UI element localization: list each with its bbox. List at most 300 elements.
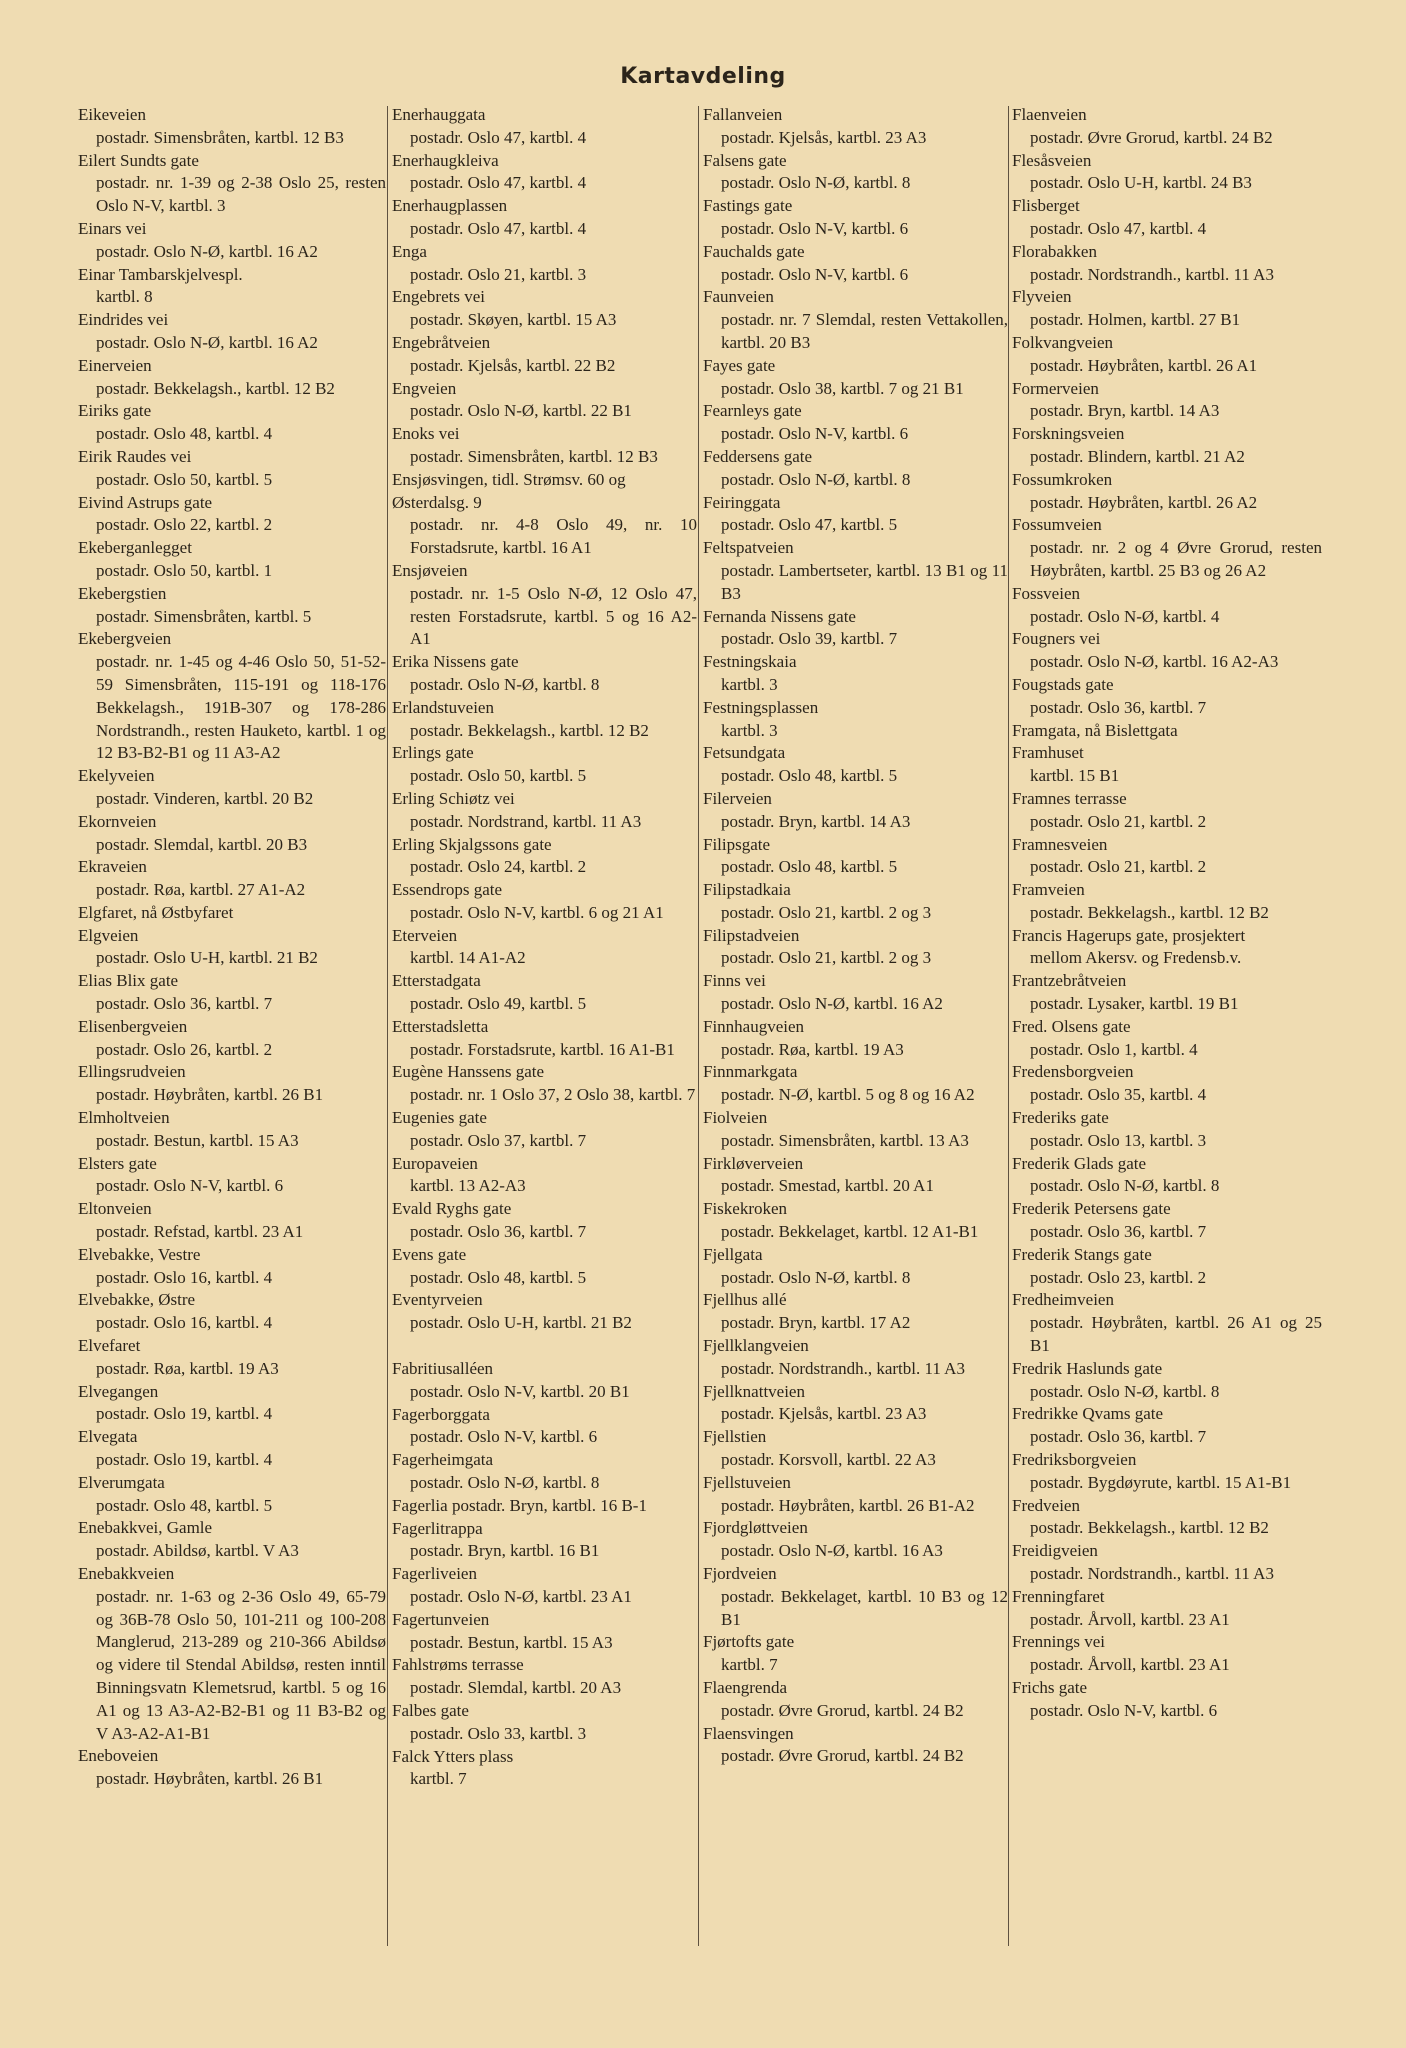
street-detail: postadr. Oslo N-V, kartbl. 6 <box>721 218 909 238</box>
street-detail: postadr. Oslo N-Ø, kartbl. 16 A2 <box>721 994 943 1014</box>
street-detail: postadr. Øvre Grorud, kartbl. 24 B2 <box>721 1700 964 1720</box>
street-detail: postadr. Oslo 36, kartbl. 7 <box>1030 1222 1207 1242</box>
street-detail: postadr. Oslo 36, kartbl. 7 <box>410 1222 587 1242</box>
index-entry <box>703 150 1008 196</box>
street-detail: postadr. Bestun, kartbl. 15 A3 <box>410 1632 613 1652</box>
street-name: Fastings gate <box>703 196 793 216</box>
street-detail: postadr. Oslo N-Ø, kartbl. 8 <box>1030 1381 1220 1401</box>
street-name: Fougstads gate <box>1012 674 1114 694</box>
index-entry <box>392 697 697 743</box>
street-name: Engveien <box>392 378 457 398</box>
street-detail: postadr. Bekkelagsh., kartbl. 12 B2 <box>1030 902 1269 922</box>
index-entry <box>78 309 386 355</box>
street-detail: postadr. Oslo 21, kartbl. 2 og 3 <box>721 948 932 968</box>
street-name: Elvebakke, Østre <box>78 1290 196 1310</box>
street-name: Fjørtofts gate <box>703 1632 795 1652</box>
street-name: Eiriks gate <box>78 401 152 421</box>
index-entry <box>1012 1586 1322 1632</box>
index-entry <box>703 1107 1008 1153</box>
index-entry <box>703 446 1008 492</box>
street-name: Ensjøveien <box>392 560 468 580</box>
index-entry <box>78 1107 386 1153</box>
street-detail: postadr. Bygdøyrute, kartbl. 15 A1-B1 <box>1030 1472 1292 1492</box>
index-entry <box>703 241 1008 287</box>
street-name: Flyveien <box>1012 287 1072 307</box>
street-name: Fagerlia postadr. Bryn, kartbl. 16 B-1 <box>392 1495 647 1515</box>
street-name: Finnmarkgata <box>703 1062 798 1082</box>
street-detail: postadr. Høybråten, kartbl. 26 B1-A2 <box>721 1495 975 1515</box>
street-detail: postadr. Bekkelaget, kartbl. 12 A1-B1 <box>721 1222 979 1242</box>
street-detail: postadr. N-Ø, kartbl. 5 og 8 og 16 A2 <box>721 1085 975 1105</box>
street-detail: postadr. Oslo 36, kartbl. 7 <box>1030 697 1207 717</box>
street-detail: postadr. Oslo 22, kartbl. 2 <box>96 515 273 535</box>
street-detail: postadr. Oslo 19, kartbl. 4 <box>96 1404 273 1424</box>
index-entry <box>78 1426 386 1472</box>
street-detail: postadr. Oslo 50, kartbl. 5 <box>410 766 587 786</box>
street-name: Ekeberganlegget <box>78 538 192 558</box>
street-name: Fjordveien <box>703 1564 777 1583</box>
street-name: Filipstadveien <box>703 925 800 945</box>
street-detail: postadr. Vinderen, kartbl. 20 B2 <box>96 788 314 808</box>
street-name: Forskningsveien <box>1012 424 1125 444</box>
index-entry <box>78 446 386 492</box>
index-entry <box>78 1061 386 1107</box>
index-entry <box>78 1016 386 1062</box>
street-name: Enga <box>392 241 427 261</box>
street-name: Eterveien <box>392 925 458 945</box>
street-name: Evald Ryghs gate <box>392 1199 512 1219</box>
street-name: Enerhaugkleiva <box>392 150 499 170</box>
index-entry <box>703 1153 1008 1199</box>
street-detail: postadr. Korsvoll, kartbl. 22 A3 <box>721 1450 936 1470</box>
index-entry <box>1012 742 1322 788</box>
index-entry <box>78 1472 386 1518</box>
street-name: Folkvangveien <box>1012 332 1114 352</box>
street-detail: postadr. Oslo 16, kartbl. 4 <box>96 1313 273 1333</box>
street-detail: postadr. Røa, kartbl. 19 A3 <box>721 1039 904 1059</box>
street-name: Falsens gate <box>703 150 787 170</box>
index-entry <box>392 1746 697 1792</box>
index-entry <box>78 1745 386 1791</box>
street-detail: postadr. Oslo 33, kartbl. 3 <box>410 1723 587 1743</box>
street-name: Florabakken <box>1012 241 1097 261</box>
index-entry <box>392 925 697 971</box>
street-detail: postadr. Oslo N-Ø, kartbl. 8 <box>410 1473 600 1493</box>
street-name: Essendrops gate <box>392 880 503 900</box>
street-detail: postadr. Oslo N-Ø, kartbl. 8 <box>721 1267 911 1287</box>
index-entry <box>1012 788 1322 834</box>
street-detail: postadr. Oslo 50, kartbl. 1 <box>96 560 273 580</box>
index-entry <box>1012 241 1322 287</box>
street-detail: kartbl. 13 A2-A3 <box>410 1176 526 1196</box>
street-name: Frennings vei <box>1012 1632 1106 1652</box>
street-detail: kartbl. 7 <box>410 1769 467 1789</box>
street-detail: postadr. Oslo 50, kartbl. 5 <box>96 469 273 489</box>
index-entry <box>392 150 697 196</box>
street-detail: postadr. Nordstrandh., kartbl. 11 A3 <box>1030 264 1274 284</box>
street-name: Framnes terrasse <box>1012 788 1127 808</box>
index-entry <box>1012 1198 1322 1244</box>
street-name: Flaenveien <box>1012 105 1087 124</box>
index-entry <box>1012 720 1322 743</box>
street-name: Fjellhus allé <box>703 1290 787 1310</box>
index-entry <box>703 879 1008 925</box>
index-entry <box>392 788 697 834</box>
index-entry <box>703 400 1008 446</box>
street-name: Ensjøsvingen, tidl. Strømsv. 60 og Østerdalsg. 9 <box>392 469 626 512</box>
index-entry <box>78 765 386 811</box>
street-detail: postadr. Oslo 23, kartbl. 2 <box>1030 1267 1207 1287</box>
street-detail: postadr. Nordstrandh., kartbl. 11 A3 <box>1030 1564 1274 1583</box>
street-name: Fayes gate <box>703 355 776 375</box>
index-entry <box>703 1631 1008 1677</box>
index-entry <box>392 834 697 880</box>
street-detail: postadr. Oslo N-V, kartbl. 6 og 21 A1 <box>410 902 664 922</box>
street-detail: postadr. Oslo 47, kartbl. 4 <box>410 173 587 193</box>
index-column-4 <box>1012 104 1322 1723</box>
street-name: Elgveien <box>78 925 139 945</box>
index-entry <box>392 1358 697 1404</box>
street-name: Fossumveien <box>1012 515 1102 535</box>
index-entry <box>1012 195 1322 241</box>
index-entry <box>78 1563 386 1745</box>
index-entry <box>78 925 386 971</box>
index-entry <box>703 1677 1008 1723</box>
index-entry <box>1012 1153 1322 1199</box>
street-name: Ekelyveien <box>78 766 155 786</box>
street-name: Falbes gate <box>392 1700 469 1720</box>
index-entry <box>392 1563 697 1609</box>
street-name: Ekebergveien <box>78 629 172 649</box>
street-detail: postadr. Oslo N-V, kartbl. 6 <box>96 1176 284 1196</box>
street-name: Fredensborgveien <box>1012 1062 1134 1082</box>
index-entry <box>703 742 1008 788</box>
street-name: Faunveien <box>703 287 774 307</box>
street-detail: postadr. Oslo N-Ø, kartbl. 8 <box>410 674 600 694</box>
street-detail: postadr. Røa, kartbl. 27 A1-A2 <box>96 880 306 900</box>
street-name: Fabritiusalléen <box>392 1359 494 1379</box>
street-detail: postadr. Oslo 48, kartbl. 5 <box>96 1495 273 1515</box>
street-name: Fjellstuveien <box>703 1472 791 1492</box>
index-entry <box>392 1495 697 1518</box>
index-entry <box>1012 1449 1322 1495</box>
street-name: Filerveien <box>703 788 772 808</box>
street-name: Erling Schiøtz vei <box>392 788 515 808</box>
street-name: Fauchalds gate <box>703 241 805 261</box>
street-name: Frederik Glads gate <box>1012 1153 1147 1173</box>
index-entry <box>78 218 386 264</box>
street-name: Erika Nissens gate <box>392 652 519 672</box>
index-entry <box>1012 469 1322 515</box>
street-name: Frenningfaret <box>1012 1586 1105 1606</box>
index-entry <box>1012 1631 1322 1677</box>
street-name: Fjellstien <box>703 1427 767 1447</box>
street-detail: postadr. Oslo N-Ø, kartbl. 16 A2 <box>96 241 318 261</box>
index-entry <box>1012 150 1322 196</box>
street-name: Fagertunveien <box>392 1609 490 1629</box>
street-name: Eneboveien <box>78 1746 159 1766</box>
index-entry <box>1012 423 1322 469</box>
index-entry <box>703 1426 1008 1472</box>
index-entry <box>392 286 697 332</box>
index-column-2 <box>392 104 697 1791</box>
index-entry <box>1012 1495 1322 1541</box>
street-detail: postadr. nr. 1-45 og 4-46 Oslo 50, 51-52-59 Simensbråten, 115-191 og 118-176 Bekkelagsh., 191B-307 og 178-286 Nordstrandh., resten Hauketo, kartbl. 1 og 12 B3-B2-B1 og 11 A3-A2 <box>96 652 386 763</box>
street-name: Erlandstuveien <box>392 697 494 717</box>
street-detail: postadr. Oslo 13, kartbl. 3 <box>1030 1130 1207 1150</box>
street-name: Fallanveien <box>703 105 783 124</box>
index-entry <box>392 1289 697 1335</box>
street-name: Flesåsveien <box>1012 150 1092 170</box>
street-name: Feltspatveien <box>703 538 794 558</box>
street-detail: postadr. Høybråten, kartbl. 26 B1 <box>96 1085 324 1105</box>
street-name: Frederiks gate <box>1012 1108 1109 1128</box>
street-name: Festningsplassen <box>703 697 819 717</box>
street-name: Enebakkveien <box>78 1564 175 1583</box>
index-entry <box>703 537 1008 605</box>
street-name: Enerhauggata <box>392 105 486 124</box>
street-name: Elverumgata <box>78 1472 165 1492</box>
street-detail: postadr. Oslo N-V, kartbl. 20 B1 <box>410 1381 630 1401</box>
index-entry <box>1012 1403 1322 1449</box>
street-detail: postadr. Oslo N-Ø, kartbl. 23 A1 <box>410 1587 632 1606</box>
street-detail: postadr. Oslo 36, kartbl. 7 <box>1030 1427 1207 1447</box>
street-name: Elsters gate <box>78 1153 157 1173</box>
index-entry <box>1012 1358 1322 1404</box>
street-name: Feddersens gate <box>703 446 813 466</box>
street-detail: postadr. nr. 1 Oslo 37, 2 Oslo 38, kartbl. 7 <box>410 1085 696 1105</box>
street-detail: postadr. Oslo U-H, kartbl. 21 B2 <box>96 948 318 968</box>
street-detail: postadr. Oslo 47, kartbl. 4 <box>1030 218 1207 238</box>
index-entry <box>703 104 1008 150</box>
street-name: Festningskaia <box>703 652 797 672</box>
index-entry <box>703 1472 1008 1518</box>
street-detail: postadr. Nordstrand, kartbl. 11 A3 <box>410 811 642 831</box>
street-name: Eugenies gate <box>392 1108 487 1128</box>
column-divider <box>698 106 699 1946</box>
street-name: Fjellklangveien <box>703 1336 809 1356</box>
street-detail: postadr. Oslo 24, kartbl. 2 <box>410 857 587 877</box>
index-entry <box>1012 879 1322 925</box>
street-detail: postadr. Høybråten, kartbl. 26 B1 <box>96 1769 324 1789</box>
index-entry <box>78 537 386 583</box>
index-entry <box>703 788 1008 834</box>
index-entry <box>1012 1061 1322 1107</box>
street-detail: postadr. Oslo 19, kartbl. 4 <box>96 1450 273 1470</box>
index-entry <box>392 1198 697 1244</box>
index-entry <box>1012 286 1322 332</box>
index-entry <box>1012 1107 1322 1153</box>
street-detail: kartbl. 7 <box>721 1655 778 1675</box>
index-entry <box>703 1016 1008 1062</box>
street-name: Fiolveien <box>703 1108 768 1128</box>
street-name: Freidigveien <box>1012 1541 1098 1561</box>
section-gap <box>392 1335 697 1358</box>
index-entry <box>1012 583 1322 629</box>
street-detail: postadr. Oslo N-V, kartbl. 6 <box>410 1427 598 1447</box>
street-detail: postadr. Oslo 1, kartbl. 4 <box>1030 1039 1198 1059</box>
street-detail: postadr. Bekkelagsh., kartbl. 12 B2 <box>410 720 649 740</box>
index-entry <box>703 606 1008 652</box>
street-detail: postadr. Forstadsrute, kartbl. 16 A1-B1 <box>410 1039 675 1059</box>
index-entry <box>703 1061 1008 1107</box>
street-detail: postadr. Simensbråten, kartbl. 5 <box>96 606 312 626</box>
street-name: Finnhaugveien <box>703 1016 805 1036</box>
index-entry <box>1012 514 1322 582</box>
street-detail: postadr. Oslo 48, kartbl. 5 <box>721 857 898 877</box>
index-entry <box>392 378 697 424</box>
street-name: Formerveien <box>1012 378 1099 398</box>
street-detail: postadr. Oslo 38, kartbl. 7 og 21 B1 <box>721 378 964 398</box>
street-name: Elgfaret, nå Østbyfaret <box>78 902 234 922</box>
street-detail: postadr. Oslo 47, kartbl. 4 <box>410 127 587 147</box>
street-detail: postadr. Oslo N-V, kartbl. 6 <box>1030 1700 1218 1720</box>
index-entry <box>703 1335 1008 1381</box>
street-detail: postadr. Kjelsås, kartbl. 23 A3 <box>721 1404 927 1424</box>
street-name: Fiskekroken <box>703 1199 788 1219</box>
street-name: Flisberget <box>1012 196 1080 216</box>
index-entry <box>703 1244 1008 1290</box>
street-name: Etterstadgata <box>392 971 481 991</box>
street-detail: kartbl. 8 <box>96 287 153 307</box>
index-entry <box>392 879 697 925</box>
index-entry <box>392 195 697 241</box>
index-entry <box>703 1563 1008 1631</box>
index-entry <box>78 902 386 925</box>
street-detail: postadr. Kjelsås, kartbl. 22 B2 <box>410 355 616 375</box>
street-detail: postadr. Røa, kartbl. 19 A3 <box>96 1358 279 1378</box>
street-name: Elmholtveien <box>78 1108 170 1128</box>
index-entry <box>1012 332 1322 378</box>
index-entry <box>392 241 697 287</box>
index-entry <box>78 628 386 765</box>
street-detail: postadr. Simensbråten, kartbl. 12 B3 <box>96 127 344 147</box>
column-divider <box>387 106 388 1946</box>
street-detail: postadr. Oslo 47, kartbl. 5 <box>721 515 898 535</box>
street-name: Feiringgata <box>703 492 781 512</box>
street-detail: postadr. Bryn, kartbl. 16 B1 <box>410 1541 600 1561</box>
street-detail: postadr. Smestad, kartbl. 20 A1 <box>721 1176 934 1196</box>
street-name: Flaengrenda <box>703 1677 788 1697</box>
index-entry <box>78 1244 386 1290</box>
street-name: Frantzebråtveien <box>1012 971 1127 991</box>
street-detail: postadr. Simensbråten, kartbl. 13 A3 <box>721 1130 969 1150</box>
index-entry <box>703 286 1008 354</box>
index-entry <box>78 856 386 902</box>
street-name: Einar Tambarskjelvespl. <box>78 264 243 284</box>
index-entry <box>392 1016 697 1062</box>
index-entry <box>392 104 697 150</box>
index-entry <box>78 970 386 1016</box>
index-entry <box>1012 628 1322 674</box>
index-entry <box>703 492 1008 538</box>
index-entry <box>78 1517 386 1563</box>
index-entry <box>703 1289 1008 1335</box>
street-name: Filipstadkaia <box>703 880 791 900</box>
street-name: Fossveien <box>1012 583 1080 603</box>
index-entry <box>703 970 1008 1016</box>
street-detail: postadr. Kjelsås, kartbl. 23 A3 <box>721 127 927 147</box>
street-detail: postadr. Oslo 48, kartbl. 5 <box>721 766 898 786</box>
index-entry <box>78 264 386 310</box>
index-entry <box>1012 925 1322 971</box>
street-name: Fjellknattveien <box>703 1381 805 1401</box>
street-detail: postadr. Årvoll, kartbl. 23 A1 <box>1030 1655 1230 1675</box>
street-detail: postadr. nr. 2 og 4 Øvre Grorud, resten Høybråten, kartbl. 25 B3 og 26 A2 <box>1030 538 1322 580</box>
street-detail: postadr. Oslo 36, kartbl. 7 <box>96 994 273 1014</box>
index-entry <box>392 1061 697 1107</box>
street-detail: kartbl. 3 <box>721 720 778 740</box>
street-name: Fagerliveien <box>392 1564 477 1584</box>
street-name: Flaensvingen <box>703 1723 794 1743</box>
street-name: Ekornveien <box>78 811 157 831</box>
street-detail: postadr. Oslo N-V, kartbl. 6 <box>721 424 909 444</box>
index-entry <box>392 423 697 469</box>
street-name: Framhuset <box>1012 743 1084 763</box>
street-detail: postadr. Oslo N-Ø, kartbl. 8 <box>721 469 911 489</box>
street-name: Erlings gate <box>392 743 474 763</box>
street-name: Finns vei <box>703 971 766 991</box>
index-entry <box>703 1723 1008 1769</box>
street-name: Fredheimveien <box>1012 1290 1114 1310</box>
index-entry <box>1012 104 1322 150</box>
street-detail: postadr. Høybråten, kartbl. 26 A2 <box>1030 492 1258 512</box>
index-entry <box>703 834 1008 880</box>
index-entry <box>78 400 386 446</box>
street-detail: mellom Akersv. og Fredensb.v. <box>1030 948 1242 968</box>
street-detail: postadr. Oslo N-Ø, kartbl. 8 <box>1030 1176 1220 1196</box>
street-detail: postadr. Refstad, kartbl. 23 A1 <box>96 1222 304 1242</box>
index-entry <box>392 469 697 560</box>
column-divider <box>1008 106 1009 1946</box>
street-name: Eirik Raudes vei <box>78 446 192 466</box>
index-entry <box>1012 834 1322 880</box>
street-detail: postadr. nr. 4-8 Oslo 49, nr. 10 Forstadsrute, kartbl. 16 A1 <box>410 515 697 558</box>
street-detail: postadr. Bestun, kartbl. 15 A3 <box>96 1130 299 1150</box>
street-detail: postadr. Oslo N-Ø, kartbl. 16 A3 <box>721 1541 943 1561</box>
street-detail: postadr. nr. 1-63 og 2-36 Oslo 49, 65-79 og 36B-78 Oslo 50, 101-211 og 100-208 Manglerud, 213-289 og 210-366 Abildsø og videre til Stendal Abildsø, resten inntil Binningsvatn Klemetsrud, kartbl. 5 og 16 A1 og 13 A3-A2-B2-B1 og 11 B3-B2 og V A3-A2-A1-B1 <box>96 1586 386 1743</box>
index-entry <box>392 1700 697 1746</box>
street-detail: postadr. nr. 1-5 Oslo N-Ø, 12 Oslo 47, resten Forstadsrute, kartbl. 5 og 16 A2-A1 <box>410 583 697 649</box>
index-entry <box>1012 1289 1322 1357</box>
street-name: Elvegangen <box>78 1381 159 1401</box>
index-entry <box>1012 970 1322 1016</box>
street-detail: postadr. Simensbråten, kartbl. 12 B3 <box>410 446 658 466</box>
index-entry <box>392 1107 697 1153</box>
street-detail: postadr. Oslo N-V, kartbl. 6 <box>721 264 909 284</box>
street-name: Ekebergstien <box>78 583 167 603</box>
index-entry <box>78 150 386 218</box>
street-detail: postadr. Oslo 21, kartbl. 3 <box>410 264 587 284</box>
page-title: Kartavdeling <box>620 64 786 89</box>
street-detail: postadr. Øvre Grorud, kartbl. 24 B2 <box>1030 127 1273 147</box>
street-name: Eindrides vei <box>78 310 169 330</box>
street-detail: postadr. Bekkelagsh., kartbl. 12 B2 <box>1030 1518 1269 1538</box>
index-entry <box>78 1335 386 1381</box>
street-detail: postadr. Nordstrandh., kartbl. 11 A3 <box>721 1358 965 1378</box>
street-name: Fossumkroken <box>1012 469 1113 489</box>
street-detail: kartbl. 3 <box>721 674 778 694</box>
index-entry <box>392 1449 697 1495</box>
street-name: Frichs gate <box>1012 1677 1088 1697</box>
index-entry <box>1012 1677 1322 1723</box>
street-name: Europaveien <box>392 1153 478 1173</box>
street-name: Fjordgløttveien <box>703 1518 808 1538</box>
street-detail: postadr. Skøyen, kartbl. 15 A3 <box>410 310 617 330</box>
index-entry <box>392 651 697 697</box>
street-detail: kartbl. 15 B1 <box>1030 766 1120 786</box>
street-name: Eikeveien <box>78 105 146 124</box>
